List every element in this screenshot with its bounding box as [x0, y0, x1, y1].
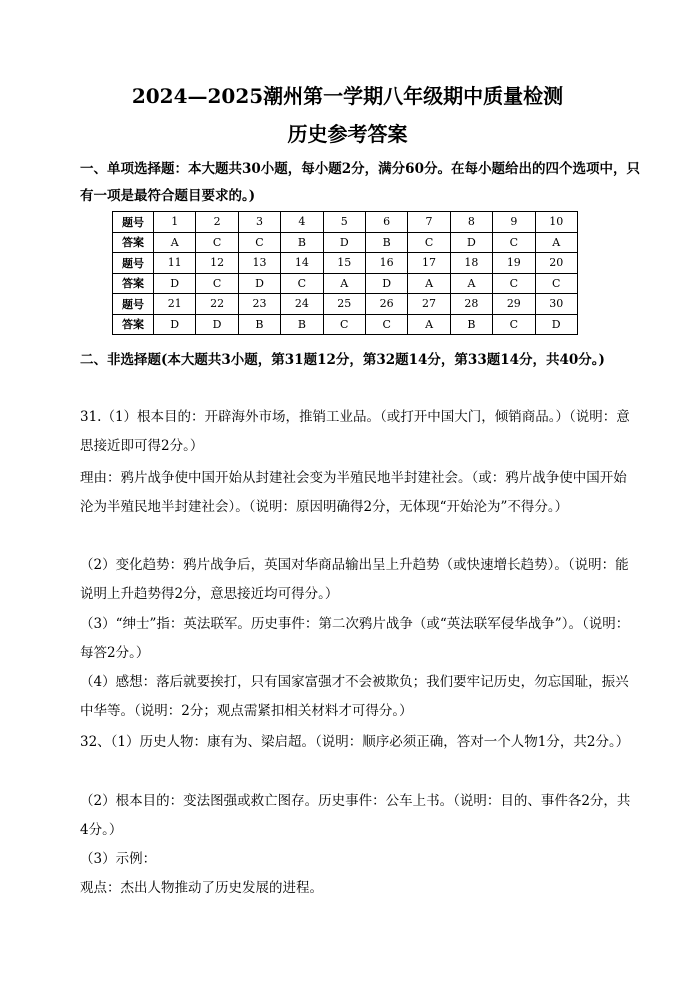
question-number: 8 — [450, 212, 492, 233]
question-number: 12 — [196, 253, 238, 274]
answer-cell: D — [450, 232, 492, 253]
answer-cell: A — [154, 232, 196, 253]
table-row — [113, 253, 578, 274]
page-subtitle: 历史参考答案 — [287, 122, 408, 146]
section-2-heading: 二、非选择题(本大题共3小题，第31题12分，第32题14分，第33题14分，共40分。) — [80, 352, 605, 368]
row-label-answer: 答案 — [113, 273, 154, 294]
answer-cell: B — [365, 232, 407, 253]
table-row — [113, 314, 578, 335]
answer-cell: D — [154, 314, 196, 335]
answer-cell: C — [323, 314, 365, 335]
table-row — [113, 273, 578, 294]
table-row — [113, 212, 578, 233]
question-number: 1 — [154, 212, 196, 233]
question-number: 17 — [408, 253, 450, 274]
answer-cell: B — [238, 314, 280, 335]
section-1-heading: 一、单项选择题：本大题共30小题，每小题2分，满分60分。在每小题给出的四个选项中，只有一项是最符合题目要求的。) — [80, 161, 640, 204]
answer-table — [112, 211, 578, 335]
answer-cell: B — [281, 232, 323, 253]
question-number: 7 — [408, 212, 450, 233]
question-number: 28 — [450, 294, 492, 315]
question-number: 6 — [365, 212, 407, 233]
answer-paragraph-31-3: （3）“绅士”指：英法联军。历史事件：第二次鸦片战争（或“英法联军侵华战争”）。（说明：每答2分。） — [80, 616, 630, 661]
question-number: 16 — [365, 253, 407, 274]
question-number: 22 — [196, 294, 238, 315]
answer-paragraph-31-2: （2）变化趋势：鸦片战争后，英国对华商品输出呈上升趋势（或快速增长趋势）。（说明：能说明上升趋势得2分，意思接近均可得分。） — [80, 557, 629, 602]
answer-cell: A — [450, 273, 492, 294]
answer-cell: D — [365, 273, 407, 294]
answer-paragraph-31-1: 31.（1）根本目的：开辟海外市场，推销工业品。（或打开中国大门，倾销商品。）（说明：意思接近即可得2分。） — [80, 409, 630, 454]
answer-paragraph-32-3: （3）示例： — [80, 851, 157, 867]
question-number: 24 — [281, 294, 323, 315]
answer-cell: A — [323, 273, 365, 294]
question-number: 13 — [238, 253, 280, 274]
answer-cell: C — [281, 273, 323, 294]
answer-cell: C — [493, 232, 535, 253]
answer-cell: B — [281, 314, 323, 335]
answer-cell: D — [535, 314, 577, 335]
answer-paragraph-32-1: 32、（1）历史人物：康有为、梁启超。（说明：顺序必须正确，答对一个人物1分，共2分。） — [80, 734, 630, 750]
question-number: 29 — [493, 294, 535, 315]
answer-paragraph-31-reason: 理由：鸦片战争使中国开始从封建社会变为半殖民地半封建社会。（或：鸦片战争使中国开始沦为半殖民地半封建社会）。（说明：原因明确得2分，无体现“开始沦为”不得分。） — [80, 470, 627, 515]
question-number: 23 — [238, 294, 280, 315]
answer-cell: C — [196, 273, 238, 294]
question-number: 27 — [408, 294, 450, 315]
table-row — [113, 232, 578, 253]
question-number: 11 — [154, 253, 196, 274]
question-number: 14 — [281, 253, 323, 274]
answer-paragraph-31-4: （4）感想：落后就要挨打，只有国家富强才不会被欺负；我们要牢记历史，勿忘国耻，振兴中华等。（说明：2分；观点需紧扣相关材料才可得分。） — [80, 674, 629, 719]
question-number: 21 — [154, 294, 196, 315]
question-number: 10 — [535, 212, 577, 233]
question-number: 26 — [365, 294, 407, 315]
question-number: 5 — [323, 212, 365, 233]
table-row — [113, 294, 578, 315]
row-label-question: 题号 — [113, 212, 154, 233]
answer-cell: A — [408, 273, 450, 294]
answer-cell: D — [196, 314, 238, 335]
question-number: 18 — [450, 253, 492, 274]
answer-cell: C — [535, 273, 577, 294]
question-number: 3 — [238, 212, 280, 233]
question-number: 30 — [535, 294, 577, 315]
answer-paragraph-viewpoint: 观点：杰出人物推动了历史发展的进程。 — [80, 880, 323, 896]
question-number: 25 — [323, 294, 365, 315]
row-label-answer: 答案 — [113, 314, 154, 335]
answer-cell: C — [493, 314, 535, 335]
answer-cell: C — [196, 232, 238, 253]
answer-cell: C — [408, 232, 450, 253]
question-number: 15 — [323, 253, 365, 274]
answer-cell: A — [408, 314, 450, 335]
answer-cell: C — [365, 314, 407, 335]
answer-cell: D — [154, 273, 196, 294]
question-number: 4 — [281, 212, 323, 233]
answer-cell: A — [535, 232, 577, 253]
answer-cell: D — [323, 232, 365, 253]
row-label-question: 题号 — [113, 253, 154, 274]
question-number: 9 — [493, 212, 535, 233]
question-number: 19 — [493, 253, 535, 274]
row-label-answer: 答案 — [113, 232, 154, 253]
answer-cell: B — [450, 314, 492, 335]
answer-paragraph-32-2: （2）根本目的：变法图强或救亡图存。历史事件：公车上书。（说明：目的、事件各2分，共4分。） — [80, 793, 631, 838]
answer-cell: C — [238, 232, 280, 253]
question-number: 2 — [196, 212, 238, 233]
question-number: 20 — [535, 253, 577, 274]
answer-cell: D — [238, 273, 280, 294]
row-label-question: 题号 — [113, 294, 154, 315]
page-title: 2024—2025潮州第一学期八年级期中质量检测 — [131, 84, 564, 108]
answer-cell: C — [493, 273, 535, 294]
